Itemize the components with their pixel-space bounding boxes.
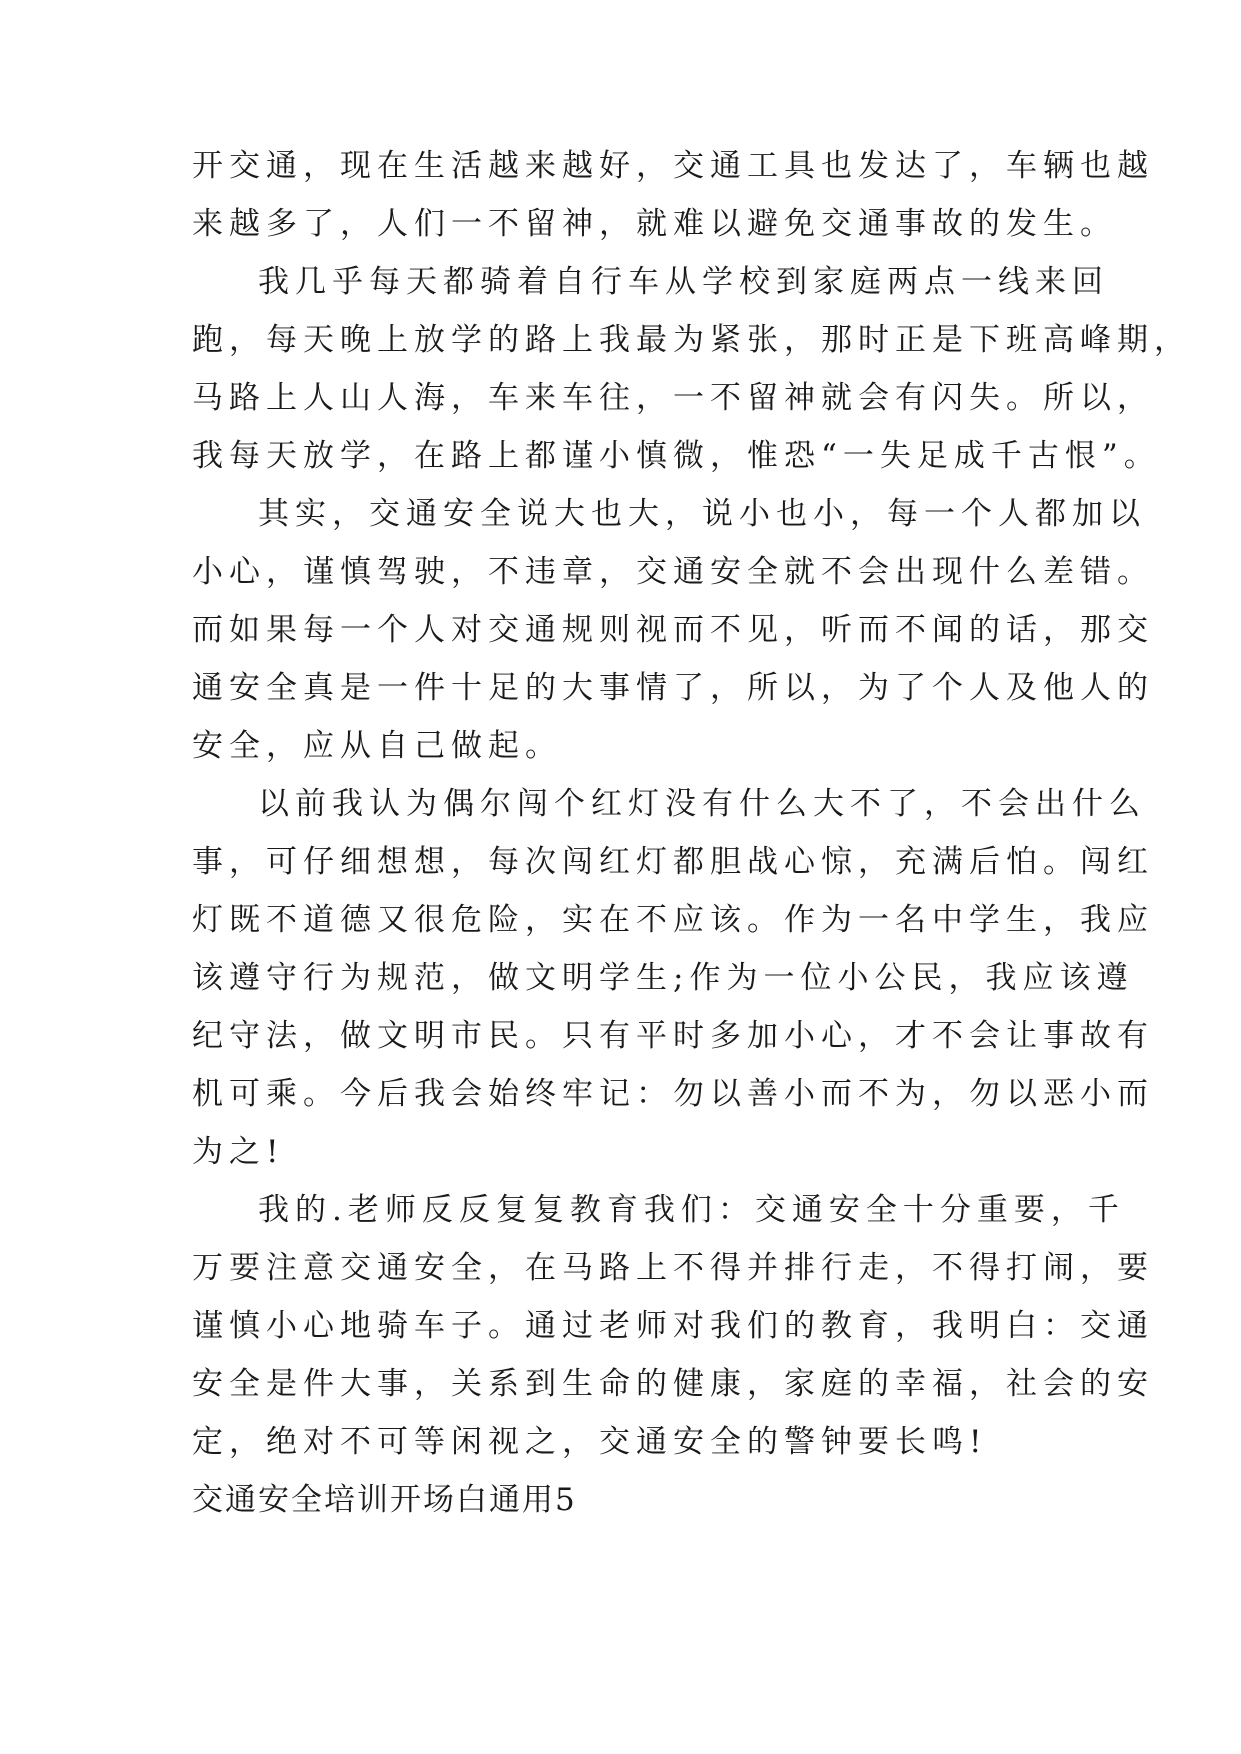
text-line: 定，绝对不可等闲视之，交通安全的警钟要长鸣! [192,1424,988,1460]
text-line: 我每天放学，在路上都谨小慎微，惟恐“一失足成千古恨”。 [192,438,1161,474]
text-line: 事，可仔细想想，每次闯红灯都胆战心惊，充满后怕。闯红 [192,844,1154,880]
text-line: 开交通，现在生活越来越好，交通工具也发达了，车辆也越 [192,148,1154,184]
text-line: 来越多了，人们一不留神，就难以避免交通事故的发生。 [192,206,1117,242]
text-line: 为之! [192,1134,285,1170]
text-line: 通安全真是一件十足的大事情了，所以，为了个人及他人的 [192,670,1154,706]
text-line: 而如果每一个人对交通规则视而不见，听而不闻的话，那交 [192,612,1154,648]
text-line: 机可乘。今后我会始终牢记：勿以善小而不为，勿以恶小而 [192,1076,1154,1112]
text-line: 安全，应从自己做起。 [192,728,562,764]
paragraph-start: 我几乎每天都骑着自行车从学校到家庭两点一线来回 [258,264,1109,300]
paragraph-start: 以前我认为偶尔闯个红灯没有什么大不了，不会出什么 [258,786,1146,822]
paragraph-start: 我的.老师反反复复教育我们：交通安全十分重要，千 [258,1192,1125,1228]
text-line: 小心，谨慎驾驶，不违章，交通安全就不会出现什么差错。 [192,554,1154,590]
text-line: 谨慎小心地骑车子。通过老师对我们的教育，我明白：交通 [192,1308,1154,1344]
text-line: 马路上人山人海，车来车往，一不留神就会有闪失。所以， [192,380,1154,416]
text-line: 万要注意交通安全，在马路上不得并排行走，不得打闹，要 [192,1250,1154,1286]
paragraph-start: 其实，交通安全说大也大，说小也小，每一个人都加以 [258,496,1146,532]
section-heading: 交通安全培训开场白通用5 [192,1482,577,1518]
text-line: 纪守法，做文明市民。只有平时多加小心，才不会让事故有 [192,1018,1154,1054]
text-line: 该遵守行为规范，做文明学生;作为一位小公民，我应该遵 [192,960,1134,996]
text-line: 安全是件大事，关系到生命的健康，家庭的幸福，社会的安 [192,1366,1154,1402]
text-line: 跑，每天晚上放学的路上我最为紧张，那时正是下班高峰期， [192,322,1191,358]
text-line: 灯既不道德又很危险，实在不应该。作为一名中学生，我应 [192,902,1154,938]
